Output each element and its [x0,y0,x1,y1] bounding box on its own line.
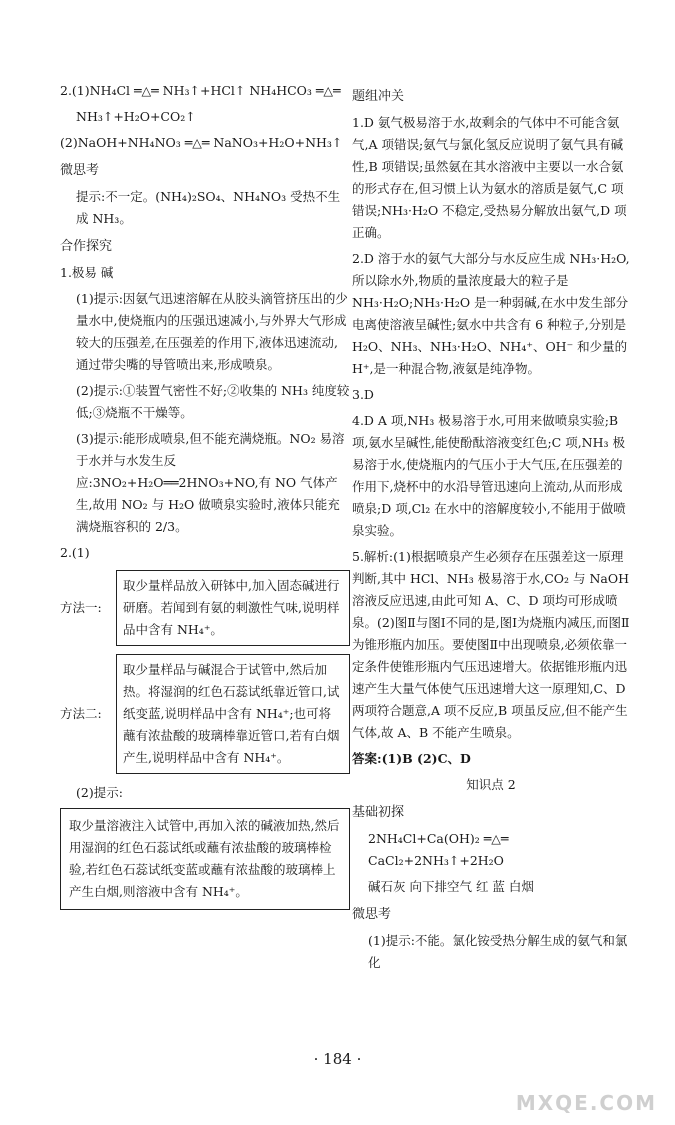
method1-label: 方法一: [60,600,102,615]
q2-equation-line3: (2)NaOH+NH₄NO₃ ═△═ NaNO₃+H₂O+NH₃↑ [60,135,343,150]
weisikao2-heading: 微思考 [352,907,392,922]
hint-box-solution: 取少量溶液注入试管中,再加入浓的碱液加热,然后用湿润的红色石蕊试纸或蘸有浓盐酸的玻璃棒检验,若红色石蕊试纸变蓝或蘸有浓盐酸的玻璃棒上产生白烟,则溶液中含有 NH₄⁺。 [60,808,350,910]
h1-hint-1: (1)提示:因氨气迅速溶解在从胶头滴管挤压出的少量水中,使烧瓶内的压强迅速减小,与外界大气形成较大的压强差,在压强差的作用下,液体迅速流动,通过带尖嘴的导管喷出来,形成喷泉。 [76,291,348,372]
answer-4: 4.D A 项,NH₃ 极易溶于水,可用来做喷泉实验;B 项,氨水呈碱性,能使酚酞溶液变红色;C 项,NH₃ 极易溶于水,使烧瓶内的气压小于大气压,在压强差的作用下,烧杯中的水沿导管迅速向上流动,从而形成喷泉;D 项,Cl₂ 在水中的溶解度较小,不能用于做喷泉实验。 [352,413,626,538]
h2-sub2: (2)提示: [76,785,123,800]
hezuo-heading: 合作探究 [60,239,113,254]
right-column [352,80,630,978]
answer-3: 3.D [352,387,374,402]
h1-hint-2: (2)提示:①装置气密性不好;②收集的 NH₃ 纯度较低;③烧瓶不干燥等。 [76,383,350,420]
method1-row [60,570,350,646]
method1-box: 取少量样品放入研钵中,加入固态碱进行研磨。若闻到有氨的刺激性气味,说明样品中含有 NH₄⁺。 [116,570,350,646]
q2-equation-line1: 2.(1)NH₄Cl ═△═ NH₃↑+HCl↑ NH₄HCO₃ ═△═ [60,83,341,98]
watermark: MXQE.COM [515,1091,657,1115]
h2-title: 2.(1) [60,545,90,560]
answer-5: 5.解析:(1)根据喷泉产生必须存在压强差这一原理判断,其中 HCl、NH₃ 极易溶于水,CO₂ 与 NaOH 溶液反应迅速,由此可知 A、C、D 项均可形成喷泉。(2)图Ⅱ与图Ⅰ不同的是,图Ⅰ为烧瓶内减压,而图Ⅱ为锥形瓶内加压。要使图Ⅱ中出现喷泉,必须依靠一定条件使锥形瓶内气压迅速增大。依据锥形瓶内迅速产生大量气体使气压迅速增大这一原理知,C、D 两项符合题意,A 项不反应,B 项虽反应,但不能产生气体,故 A、B 不能产生喷泉。 [352,549,630,740]
answer-2: 2.D 溶于水的氨气大部分与水反应生成 NH₃·H₂O,所以除水外,物质的量浓度最大的粒子是 NH₃·H₂O;NH₃·H₂O 是一种弱碱,在水中发生部分电离使溶液呈碱性;氨水中共含有 6 种粒子,分别是 H₂O、NH₃、NH₃·H₂O、NH₄⁺、OH⁻ 和少量的 H⁺,是一种混合物,液氨是纯净物。 [352,251,630,376]
h1-title: 1.极易 碱 [60,265,114,280]
answer-5-final: 答案:(1)B (2)C、D [352,751,471,766]
reaction-equation: 2NH₄Cl+Ca(OH)₂ ═△═ CaCl₂+2NH₃↑+2H₂O [368,831,509,868]
weisikao-heading: 微思考 [60,163,100,178]
zhishi-heading: 知识点 2 [466,777,516,792]
weisikao-hint: 提示:不一定。(NH₄)₂SO₄、NH₄NO₃ 受热不生成 NH₃。 [76,189,341,226]
method2-box: 取少量样品与碱混合于试管中,然后加热。将湿润的红色石蕊试纸靠近管口,试纸变蓝,说明样品中含有 NH₄⁺;也可将蘸有浓盐酸的玻璃棒靠近管口,若有白烟产生,说明样品中含有 NH₄⁺。 [116,654,350,774]
jichu-heading: 基础初探 [352,805,405,820]
weisikao2-hint: (1)提示:不能。氯化铵受热分解生成的氨气和氯化 [368,933,628,970]
answer-1: 1.D 氨气极易溶于水,故剩余的气体中不可能含氨气,A 项错误;氨气与氯化氢反应说明了氨气具有碱性,B 项错误;虽然氨在其水溶液中主要以一水合氨的形式存在,但习惯上认为氨水的溶质是氨气,C 项错误;NH₃·H₂O 不稳定,受热易分解放出氨气,D 项正确。 [352,115,627,240]
q2-equation-line2: NH₃↑+H₂O+CO₂↑ [76,109,196,124]
h1-hint-3: (3)提示:能形成喷泉,但不能充满烧瓶。NO₂ 易溶于水并与水发生反应:3NO₂+H₂O══2HNO₃+NO,有 NO 气体产生,故用 NO₂ 与 H₂O 做喷泉实验时,液体只能充满烧瓶容积的 2/3。 [76,431,345,534]
fill-answers: 碱石灰 向下排空气 红 蓝 白烟 [368,879,534,894]
left-column [60,80,350,920]
page-number: · 184 · [313,1050,362,1068]
tizu-heading: 题组冲关 [352,89,405,104]
method2-label: 方法二: [60,706,102,721]
method2-row [60,654,350,774]
